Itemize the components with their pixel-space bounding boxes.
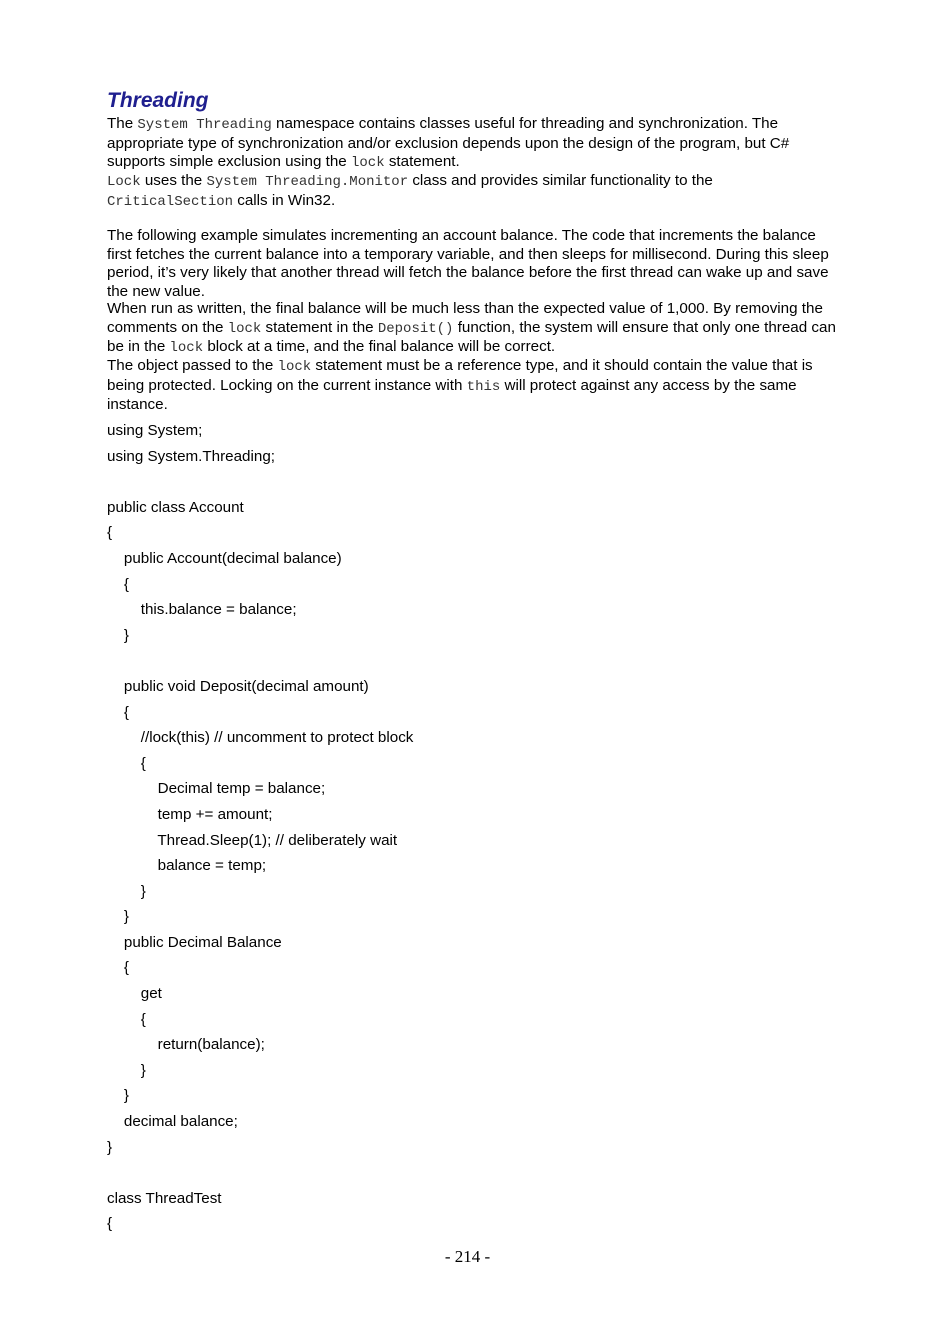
code-line: {	[107, 524, 113, 542]
code-line: public Decimal Balance	[107, 933, 282, 951]
code-line: class ThreadTest	[107, 1189, 222, 1207]
text-span: class and provides similar functionality to the	[408, 172, 713, 189]
reference-paragraph	[107, 357, 837, 415]
code-line: {	[107, 575, 129, 593]
code-term: System Threading.Monitor	[206, 174, 409, 190]
code-line: //lock(this) // uncomment to protect block	[107, 729, 414, 747]
intro-paragraph	[107, 115, 837, 173]
section-heading: Threading	[107, 89, 209, 112]
code-listing	[107, 418, 413, 1237]
code-line: Decimal temp = balance;	[107, 780, 326, 798]
code-line: temp += amount;	[107, 805, 273, 823]
text-span: will protect against any access by the same instance.	[107, 376, 797, 414]
code-line	[107, 1160, 413, 1186]
code-line: get	[107, 985, 162, 1003]
code-line: public Account(decimal balance)	[107, 549, 342, 567]
code-line: decimal balance;	[107, 1113, 238, 1131]
code-line: using System;	[107, 422, 203, 439]
code-line: }	[107, 1087, 129, 1105]
code-line: balance = temp;	[107, 857, 267, 875]
code-line: {	[107, 959, 129, 977]
code-line: {	[107, 754, 146, 772]
code-term: Deposit()	[377, 320, 454, 337]
code-line: {	[107, 1010, 146, 1028]
code-line: }	[107, 882, 146, 900]
text-span: statement must be a reference type, and it should contain the value that is being protected. Locking on the current instance with	[107, 357, 813, 394]
code-line: public class Account	[107, 498, 244, 516]
text-span: block at a time, and the final balance will be correct.	[203, 338, 556, 356]
code-line: public void Deposit(decimal amount)	[107, 677, 369, 695]
code-term: lock	[169, 340, 204, 357]
code-term: this	[466, 378, 501, 395]
code-line: Thread.Sleep(1); // deliberately wait	[107, 831, 398, 849]
code-term: CriticalSection	[107, 193, 234, 210]
code-term: lock	[277, 359, 312, 375]
result-paragraph	[107, 300, 837, 358]
text-span: uses the	[140, 172, 207, 189]
code-line	[107, 648, 413, 674]
page-number: - 214 -	[444, 1247, 491, 1266]
code-line: }	[107, 1138, 113, 1156]
code-line: {	[107, 1215, 113, 1233]
code-line	[107, 469, 413, 495]
code-line: }	[107, 1061, 146, 1079]
code-term: lock	[227, 320, 262, 337]
lock-paragraph	[107, 172, 837, 211]
code-line: }	[107, 626, 129, 644]
code-term: lock	[350, 155, 385, 172]
code-line: return(balance);	[107, 1036, 265, 1054]
code-term: System Threading	[137, 117, 272, 133]
text-span: The object passed to the	[107, 357, 278, 374]
text-span: statement in the	[261, 318, 378, 336]
code-line: using System.Threading;	[107, 447, 275, 465]
code-line: {	[107, 703, 129, 721]
code-line: this.balance = balance;	[107, 601, 297, 619]
example-paragraph: The following example simulates incrementing an account balance. The code that increments the balance first fetches the current balance into a temporary variable, and then sleeps for millisecond. During this sleep period, it’s very likely that another thread will fetch the balance before the first thread can wake up and save the new value.	[107, 227, 829, 300]
text-span: function, the system will ensure that only one thread can be in the	[107, 318, 836, 356]
text-span: When run as written, the final balance will be much less than the expected value of 1,000. By removing the comments on the	[107, 300, 823, 336]
text-span: namespace contains classes useful for threading and synchronization. The appropriate type of synchronization and/or exclusion depends upon the design of the program, but C# supports simple exclusion using the	[107, 115, 790, 171]
text-span: statement.	[384, 153, 460, 171]
text-span: calls in Win32.	[233, 191, 336, 209]
text-span: The	[107, 115, 138, 132]
code-term: Lock	[107, 174, 141, 190]
code-line: }	[107, 908, 129, 926]
